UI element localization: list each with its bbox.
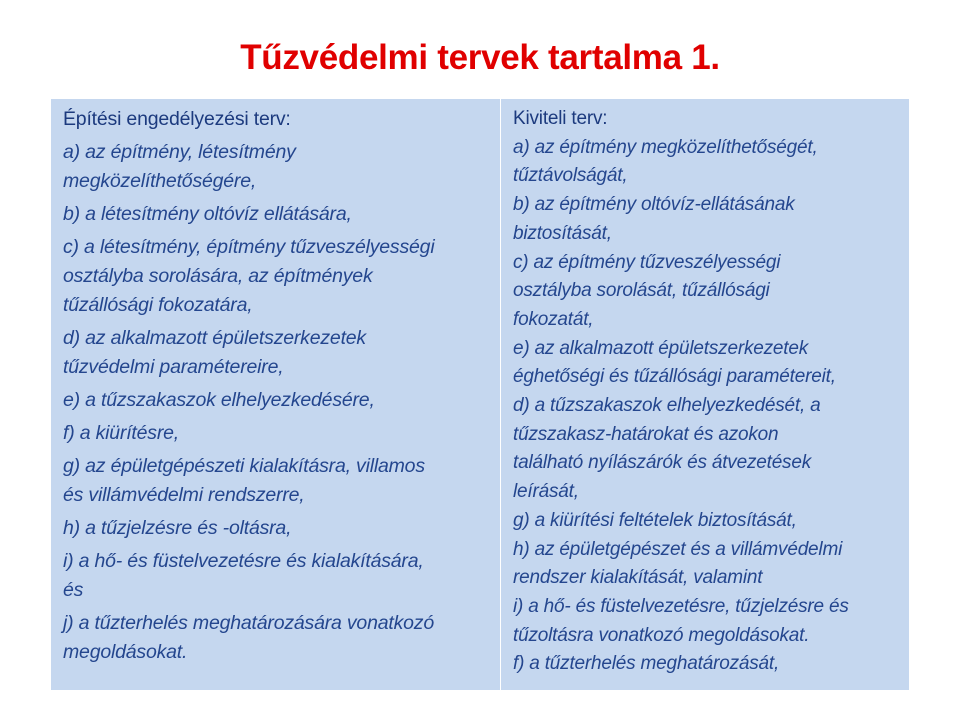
permit-plan-heading: Építési engedélyezési terv: (63, 108, 291, 130)
list-item-line: i) a hő- és füstelvezetésre és kialakítására, (63, 550, 424, 572)
list-item (63, 138, 488, 196)
permit-plan-panel (51, 99, 500, 690)
list-item-line: c) a létesítmény, építmény tűzveszélyességi (63, 236, 435, 258)
list-item-line: és villámvédelmi rendszerre, (63, 484, 305, 506)
list-item-line: fokozatát, (513, 308, 594, 330)
list-item (513, 249, 897, 335)
list-item-line: éghetőségi és tűzállósági paramétereit, (513, 366, 836, 388)
list-item-line: található nyílászárók és átvezetések (513, 452, 812, 474)
list-item (513, 134, 897, 191)
list-item (513, 536, 897, 593)
execution-plan-panel (501, 99, 909, 690)
list-item-line: j) a tűzterhelés meghatározására vonatkozó (63, 612, 434, 634)
list-item-line: rendszer kialakítását, valamint (513, 567, 763, 589)
list-item-line: osztályba sorolására, az építmények (63, 265, 373, 287)
list-item (63, 547, 488, 605)
list-item (513, 335, 897, 392)
slide-title: Tűzvédelmi tervek tartalma 1. (240, 38, 720, 77)
list-item-line: g) az épületgépészeti kialakításra, villamos (63, 455, 425, 477)
list-item (63, 419, 488, 448)
list-item (513, 191, 897, 248)
list-item (63, 324, 488, 382)
list-item-line: i) a hő- és füstelvezetésre, tűzjelzésre és (513, 595, 849, 617)
list-item (63, 609, 488, 667)
list-item-line: és (63, 579, 84, 601)
list-item-line: d) az alkalmazott épületszerkezetek (63, 327, 366, 349)
list-item-line: b) a létesítmény oltóvíz ellátására, (63, 203, 352, 225)
list-item-line: tűzvédelmi paramétereire, (63, 356, 284, 378)
list-item-line: a) az építmény megközelíthetőségét, (513, 136, 818, 158)
list-item-line: h) a tűzjelzésre és -oltásra, (63, 517, 292, 539)
list-item-line: a) az építmény, létesítmény (63, 141, 296, 163)
list-item (63, 386, 488, 415)
list-item-line: tűzállósági fokozatára, (63, 294, 253, 316)
list-item-line: e) a tűzszakaszok elhelyezkedésére, (63, 389, 375, 411)
list-item-line: tűzszakasz-határokat és azokon (513, 423, 779, 445)
list-item-line: d) a tűzszakaszok elhelyezkedését, a (513, 395, 821, 417)
list-item (63, 514, 488, 543)
list-item (513, 392, 897, 507)
list-item-line: megközelíthetőségére, (63, 170, 257, 192)
list-item-line: f) a tűzterhelés meghatározását, (513, 653, 780, 675)
list-item-line: f) a kiürítésre, (63, 422, 179, 444)
list-item (63, 452, 488, 510)
list-item-line: tűzoltásra vonatkozó megoldásokat. (513, 624, 810, 646)
list-item (513, 650, 897, 679)
list-item-line: b) az építmény oltóvíz-ellátásának (513, 194, 795, 216)
list-item (513, 507, 897, 536)
list-item-line: e) az alkalmazott épületszerkezetek (513, 337, 809, 359)
list-item-line: megoldásokat. (63, 641, 188, 663)
list-item (63, 200, 488, 229)
list-item-line: h) az épületgépészet és a villámvédelmi (513, 538, 843, 560)
execution-plan-heading: Kiviteli terv: (513, 108, 608, 129)
list-item (63, 233, 488, 320)
list-item-line: c) az építmény tűzveszélyességi (513, 251, 781, 273)
list-item-line: biztosítását, (513, 222, 612, 244)
execution-plan-list (513, 134, 897, 679)
list-item-line: tűztávolságát, (513, 165, 628, 187)
list-item-line: g) a kiürítési feltételek biztosítását, (513, 509, 797, 531)
permit-plan-list (63, 138, 488, 667)
list-item-line: leírását, (513, 481, 579, 503)
list-item-line: osztályba sorolását, tűzállósági (513, 280, 770, 302)
list-item (513, 593, 897, 650)
